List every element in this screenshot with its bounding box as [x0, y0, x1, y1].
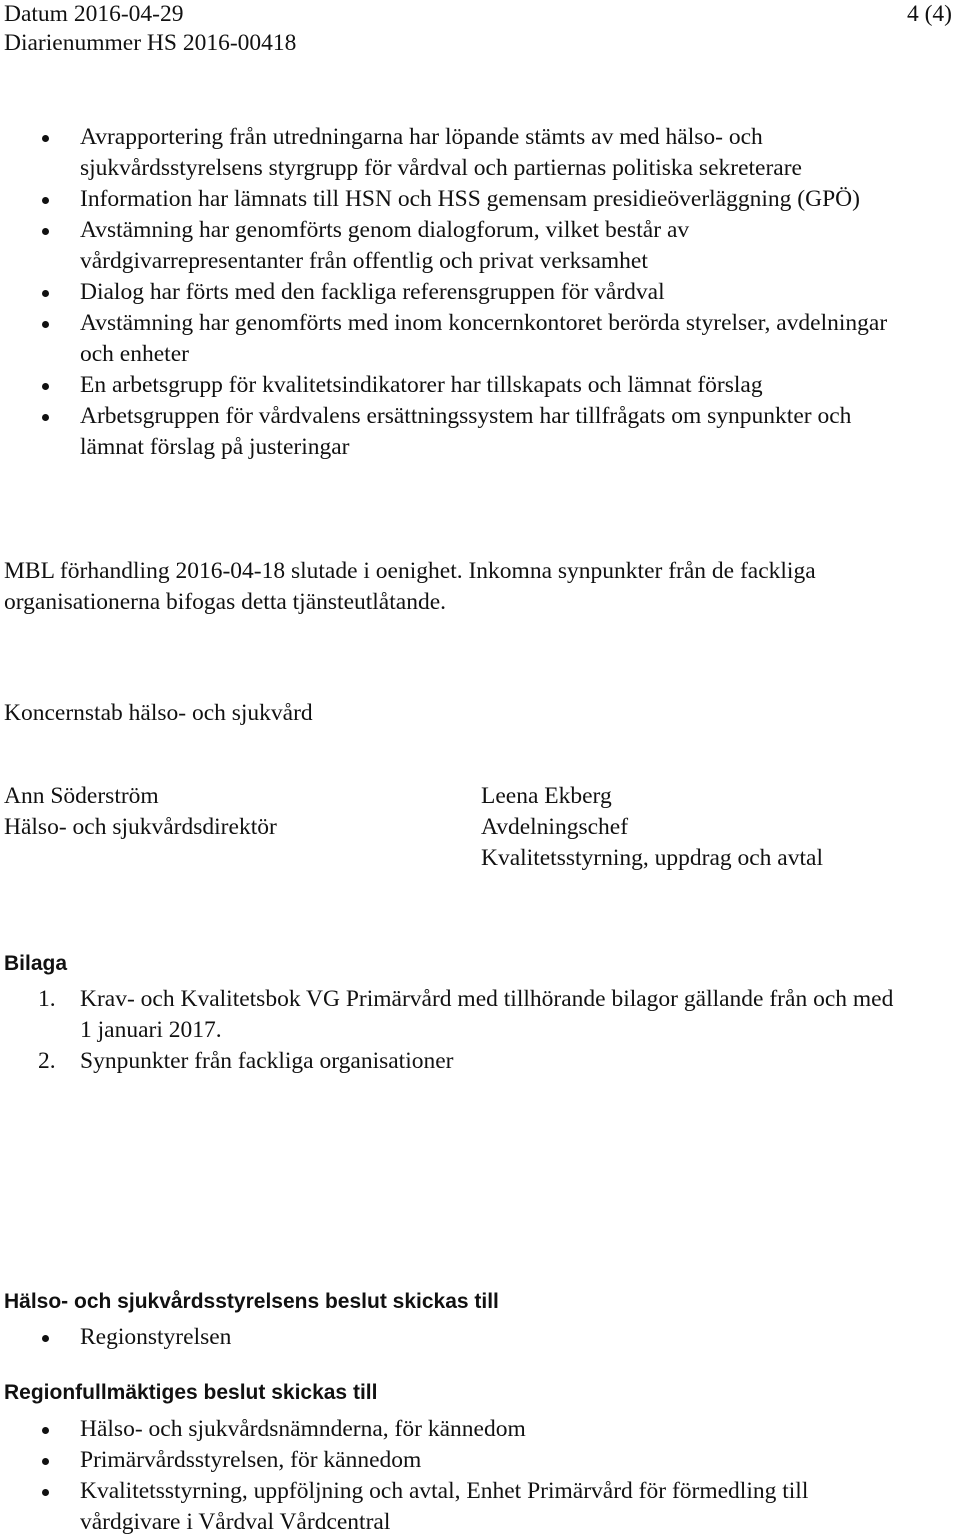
list-number: 1. — [38, 986, 56, 1012]
signatory-left — [4, 781, 277, 843]
list-item: Hälso- och sjukvårdsnämnderna, för kännedom — [0, 1414, 900, 1445]
document-header — [4, 0, 296, 58]
list-item: Information har lämnats till HSN och HSS gemensam presidieöverläggning (GPÖ) — [0, 184, 900, 215]
organization-name: Koncernstab hälso- och sjukvård — [4, 700, 313, 726]
signatory-title: Avdelningschef — [481, 814, 629, 840]
signatory-name: Ann Söderström — [4, 783, 159, 809]
list-item: Dialog har förts med den fackliga referensgruppen för vårdval — [0, 277, 900, 308]
bilaga-heading: Bilaga — [4, 952, 68, 975]
list-item — [0, 984, 900, 1046]
list-item — [0, 1046, 900, 1077]
signatory-name: Leena Ekberg — [481, 783, 612, 809]
list-item: Arbetsgruppen för vårdvalens ersättningssystem har tillfrågats om synpunkter och lämnat förslag på justeringar — [0, 401, 900, 463]
mbl-paragraph: MBL förhandling 2016-04-18 slutade i oenighet. Inkomna synpunkter från de fackliga organisationerna bifogas detta tjänsteutlåtande. — [4, 558, 816, 615]
hss-recipient-list — [0, 1322, 900, 1353]
list-number: 2. — [38, 1048, 56, 1074]
attachment-text: Krav- och Kvalitetsbok VG Primärvård med tillhörande bilagor gällande från och med 1 januari 2017. — [80, 986, 894, 1043]
page-number: 4 (4) — [906, 1, 952, 27]
signatory-right — [481, 781, 823, 874]
list-item: Kvalitetsstyrning, uppföljning och avtal, Enhet Primärvård för förmedling till vårdgivare i Vårdval Vårdcentral — [0, 1476, 900, 1538]
hss-decision-heading: Hälso- och sjukvårdsstyrelsens beslut skickas till — [4, 1290, 499, 1313]
list-item: Regionstyrelsen — [0, 1322, 900, 1353]
list-item: Primärvårdsstyrelsen, för kännedom — [0, 1445, 900, 1476]
list-item: Avrapportering från utredningarna har löpande stämts av med hälso- och sjukvårdsstyrelsens styrgrupp för vårdval och partiernas politiska sekreterare — [0, 122, 900, 184]
rf-recipient-list — [0, 1414, 900, 1538]
status-bullet-list — [0, 122, 900, 463]
list-item: En arbetsgrupp för kvalitetsindikatorer har tillskapats och lämnat förslag — [0, 370, 900, 401]
list-item: Avstämning har genomförts genom dialogforum, vilket består av vårdgivarrepresentanter från offentlig och privat verksamhet — [0, 215, 900, 277]
attachment-list — [0, 984, 900, 1077]
document-diarienummer: Diarienummer HS 2016-00418 — [4, 30, 297, 56]
attachment-text: Synpunkter från fackliga organisationer — [80, 1048, 454, 1074]
rf-decision-heading: Regionfullmäktiges beslut skickas till — [4, 1381, 378, 1404]
signatory-title: Hälso- och sjukvårdsdirektör — [4, 814, 277, 840]
signatory-unit: Kvalitetsstyrning, uppdrag och avtal — [481, 845, 823, 871]
document-date: Datum 2016-04-29 — [4, 1, 184, 27]
list-item: Avstämning har genomförts med inom koncernkontoret berörda styrelser, avdelningar och enheter — [0, 308, 900, 370]
